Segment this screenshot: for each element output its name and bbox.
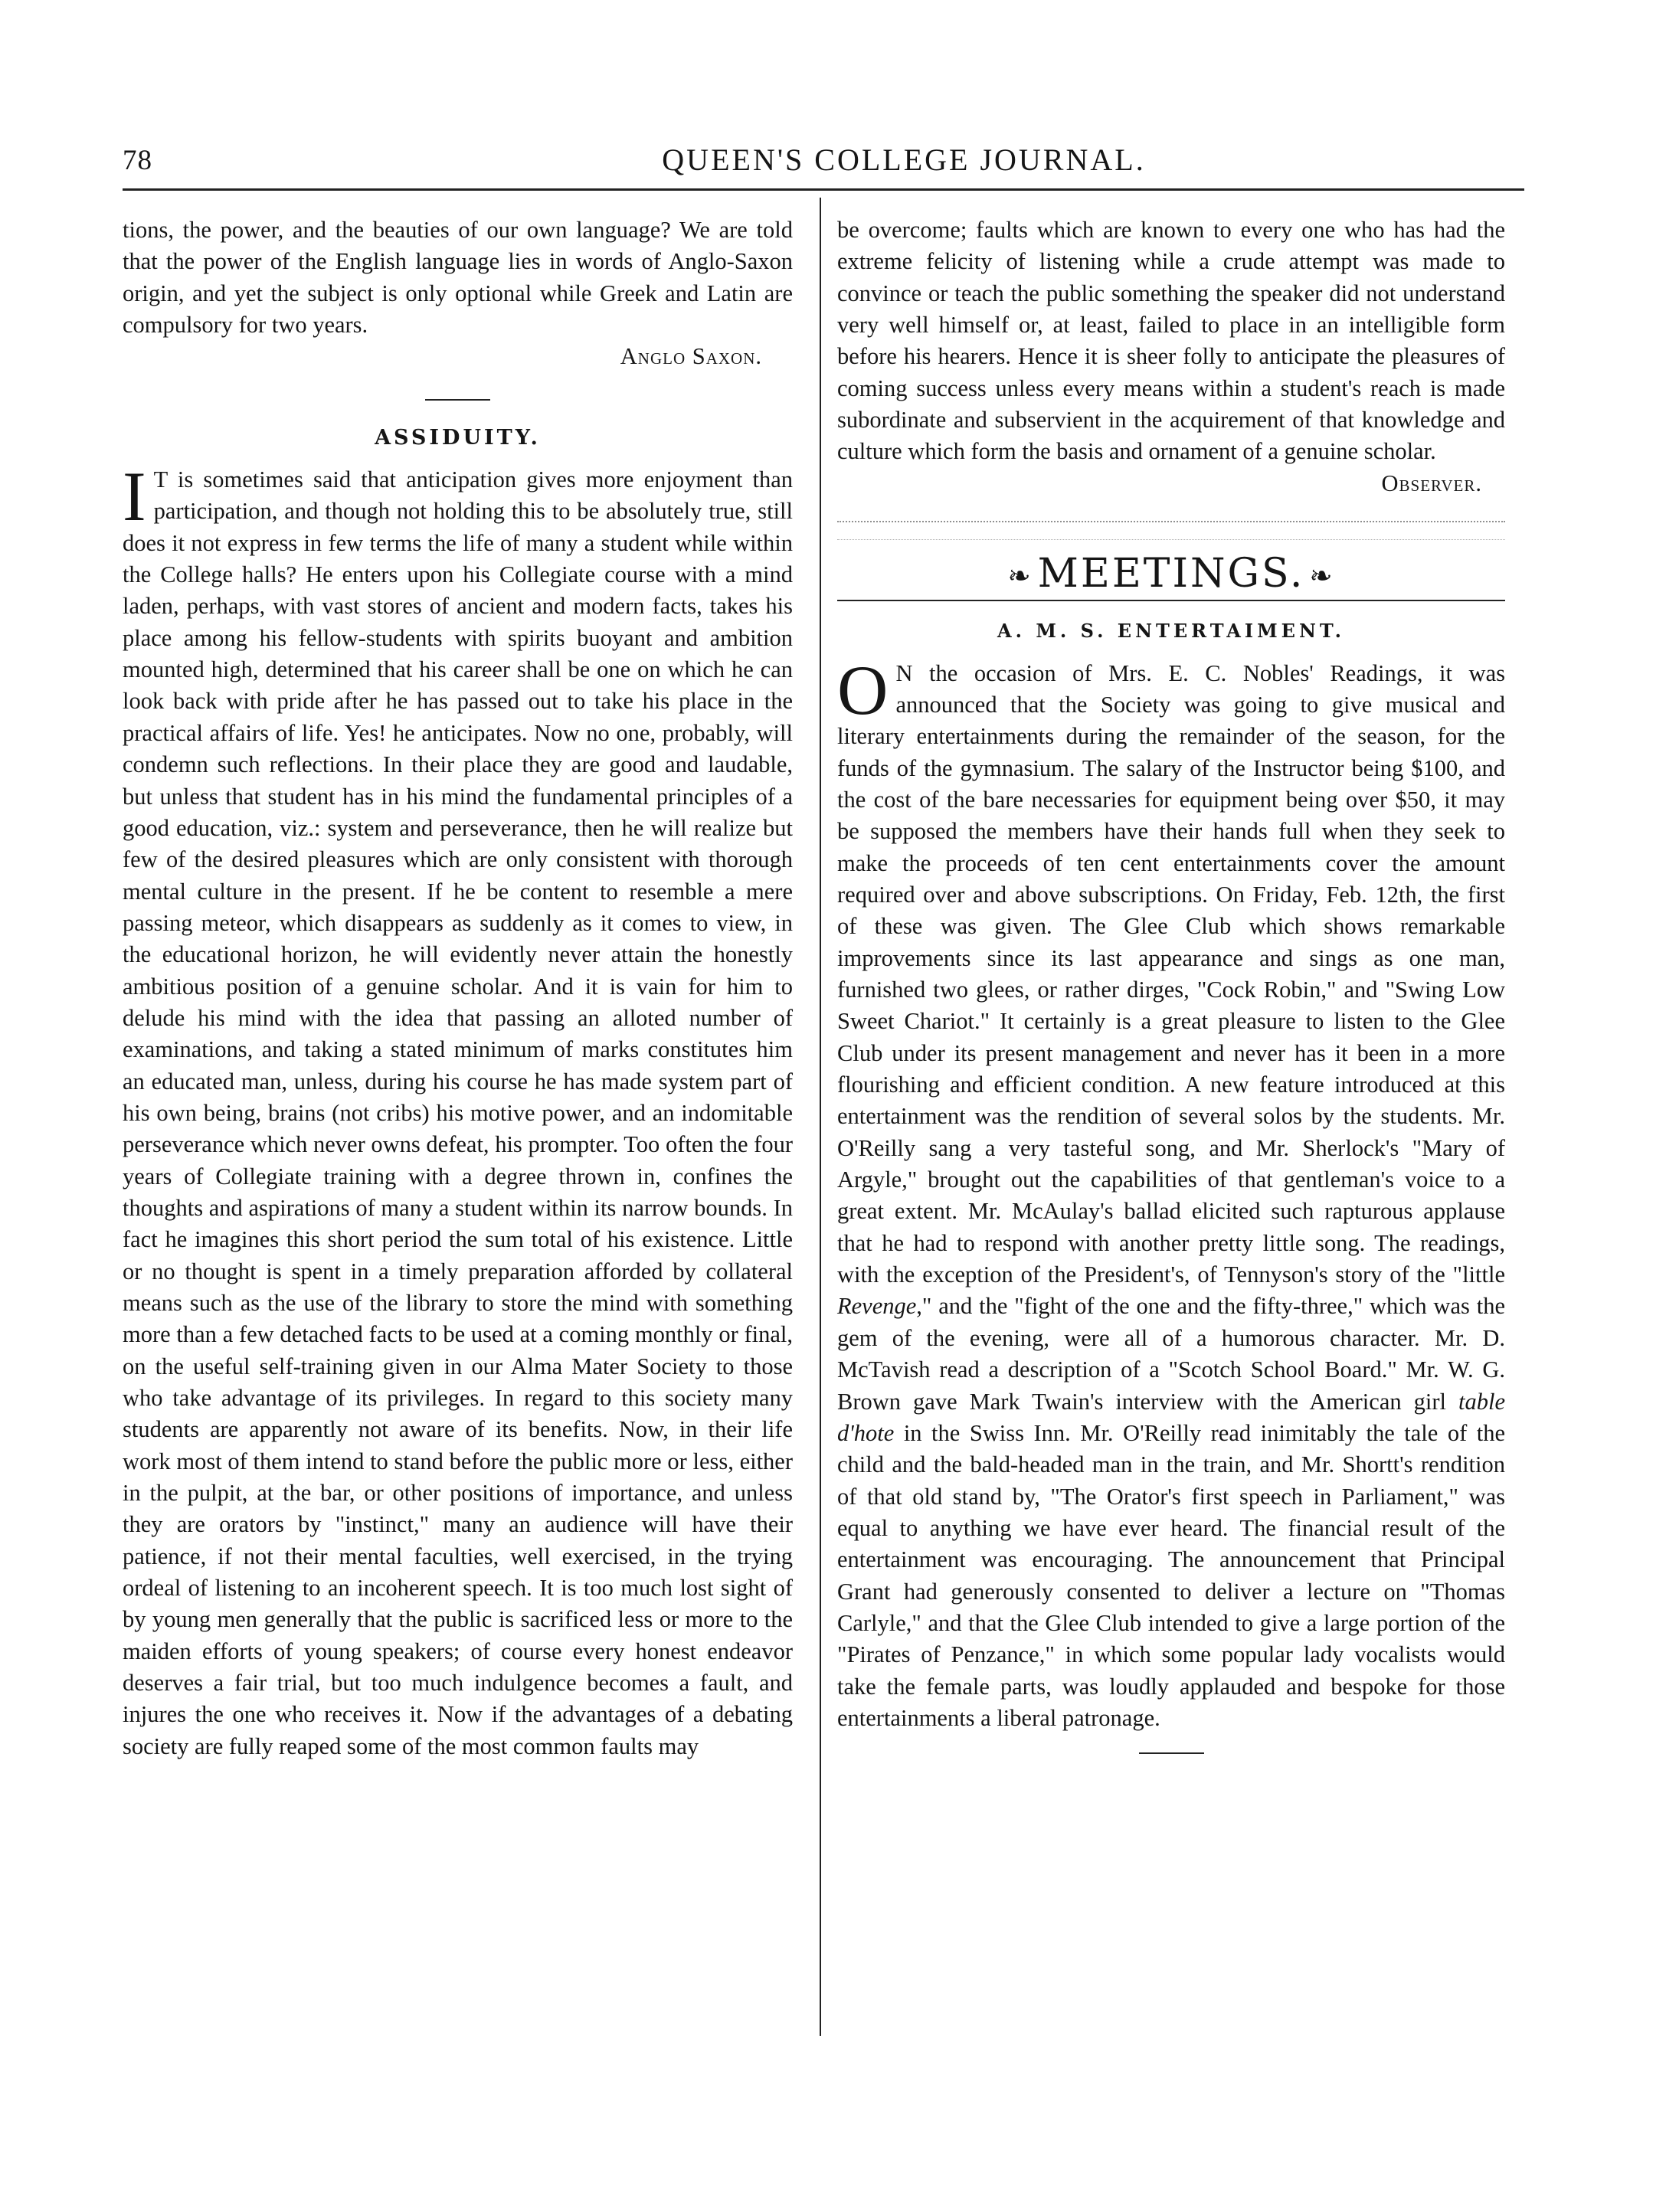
fleuron-icon: ❧ — [1007, 560, 1033, 592]
dotted-separator — [837, 521, 1505, 540]
section-divider — [425, 399, 490, 401]
drop-cap: I — [123, 457, 146, 536]
article-body-text: T is sometimes said that anticipation gives more enjoyment than participation, and though not holding this to be absolutely true, still does it not express in few terms the life of many a student while within the College halls? He enters upon his Collegiate course with a mind laden, perhaps, with vast stores of ancient and modern facts, takes his place among his fellow-students with spirits buoyant and ambition mounted high, determined that his career shall be one on which he can look back with pride after he has passed out to take his place in the practical affairs of life. Yes! he anticipates. Now no one, probably, will condemn such reflections. In their place they are good and laudable, but unless that student has in his mind the fundamental principles of a good education, viz.: system and perseverance, then he will realize but few of the desired pleasures which are only consistent with thorough mental culture in the present. If he be content to resemble a mere passing meteor, which disappears as suddenly as it comes to view, in the educational horizon, he will evidently never attain the honestly ambitious position of a genuine scholar. And it is vain for him to delude his mind with the idea that passing an alloted number of examinations, and taking a stated minimum of marks constitutes him an educated man, unless, during his course he has made system part of his own being, brains (not cribs) his motive power, and an indomitable perseverance which never owns defeat, his prompter. Too often the four years of Collegiate training with a degree thrown in, confines the thoughts and aspirations of many a student within its narrow bounds. In fact he imagines this short period the sum total of his existence. Little or no thought is spent in a timely preparation afforded by collateral means such as the use of the library to store the mind with something more than a few detached facts to be used at a coming monthly or final, on the useful self-training given in our Alma Mater Society to those who take advantage of its privileges. In regard to this society many students are apparently not aware of its benefits. Now, in their life work most of them intend to stand before the public more or less, either in the pulpit, at the bar, or other positions of importance, and unless they are orators by "instinct," many an audience will have their patience, if not their mental faculties, well exercised, in the trying ordeal of listening to an incoherent speech. It is too much lost sight of by young men generally that the public is sacrificed less or more to the maiden efforts of young speakers; of course every honest endeavor deserves a fair trial, but too much indulgence becomes a fault, and injures the one who receives it. Now if the advantages of a debating society are fully reaped some of the most common faults may — [123, 466, 793, 1759]
meetings-heading — [837, 551, 1505, 597]
page-number: 78 — [123, 145, 152, 176]
left-column — [123, 214, 793, 1762]
article-signature: Anglo Saxon. — [620, 343, 762, 370]
right-column — [837, 214, 1505, 1754]
article-body — [123, 457, 793, 1762]
meetings-heading-text: MEETINGS. — [1037, 551, 1305, 597]
article-title: ASSIDUITY. — [375, 425, 541, 450]
header-rule — [123, 188, 1524, 191]
continued-article-text: tions, the power, and the beauties of our own language? We are told that the power of the English language lies in words of Anglo-Saxon origin, and yet the subject is only optional while Greek and Latin are compulsory for two years. — [123, 217, 793, 339]
italic-title: Revenge — [837, 1293, 917, 1320]
italic-phrase: table d'hote — [837, 1388, 1505, 1446]
fleuron-icon: ❧ — [1309, 560, 1335, 592]
end-rule — [1139, 1752, 1204, 1754]
article-body — [837, 650, 1506, 1735]
journal-title: QUEEN'S COLLEGE JOURNAL. — [662, 142, 1146, 177]
article-body-text: N the occasion of Mrs. E. C. Nobles' Readings, it was announced that the Society was going to give musical and literary entertainments during the remainder of the season, for the funds of the gymnasium. The salary of the Instructor being $100, and the cost of the bare necessaries for equipment being over $50, it may be supposed the members have their hands full when they seek to make the proceeds of ten cent entertainments cover the amount required over and above subscriptions. On Friday, Feb. 12th, the first of these was given. The Glee Club which shows remarkable improvements since its last appearance and sings as one man, furnished two glees, or rather dirges, "Cock Robin," and "Swing Low Sweet Chariot." It certainly is a great pleasure to listen to the Glee Club under its present management and never has it been in a more flourishing and efficient condition. A new feature introduced at this entertainment was the rendition of several solos by the students. Mr. O'Reilly sang a very tasteful song, and Mr. Sherlock's "Mary of Argyle," brought out the capabilities of that gentleman's voice to a great extent. Mr. McAulay's ballad elicited such rapturous applause that he had to respond with another pretty little song. The readings, with the exception of the President's, of Tennyson's story of the "little — [837, 659, 1505, 1288]
article-body-text: in the Swiss Inn. Mr. O'Reilly read inimitably the tale of the child and the bald-headed man in the train, and Mr. Shortt's rendition of that old stand by, "The Orator's first speech in Parliament," was equal to anything we have ever heard. The financial result of the entertainment was encouraging. The announcement that Principal Grant had generously consented to deliver a lecture on "Thomas Carlyle," and that the Glee Club intended to give a large portion of the "Pirates of Penzance," in which some popular lady vocalists would take the female parts, was loudly applauded and bespoke for those entertainments a liberal patronage. — [837, 1419, 1506, 1731]
continued-article-text: be overcome; faults which are known to every one who has had the extreme felicity of listening while a crude attempt was made to convince or teach the public something the speaker did not understand very well himself or, at least, failed to place in an intelligible form before his hearers. Hence it is sheer folly to anticipate the pleasures of coming success unless every means within a student's reach is made subordinate and subservient in the acquirement of that knowledge and culture which form the basis and ornament of a genuine scholar. — [837, 217, 1505, 465]
subsection-title: A. M. S. ENTERTAIMENT. — [997, 620, 1345, 643]
drop-cap: O — [837, 650, 889, 729]
article-signature: Observer. — [1381, 470, 1482, 496]
article-body-text: ," and the "fight of the one and the fifty-three," which was the gem of the evening, were all of a humorous character. Mr. D. McTavish read a description of a "Scotch School Board." Mr. W. G. Brown gave Mark Twain's interview with the American girl — [837, 1293, 1505, 1415]
column-divider — [820, 198, 821, 2036]
section-divider — [837, 600, 1505, 601]
